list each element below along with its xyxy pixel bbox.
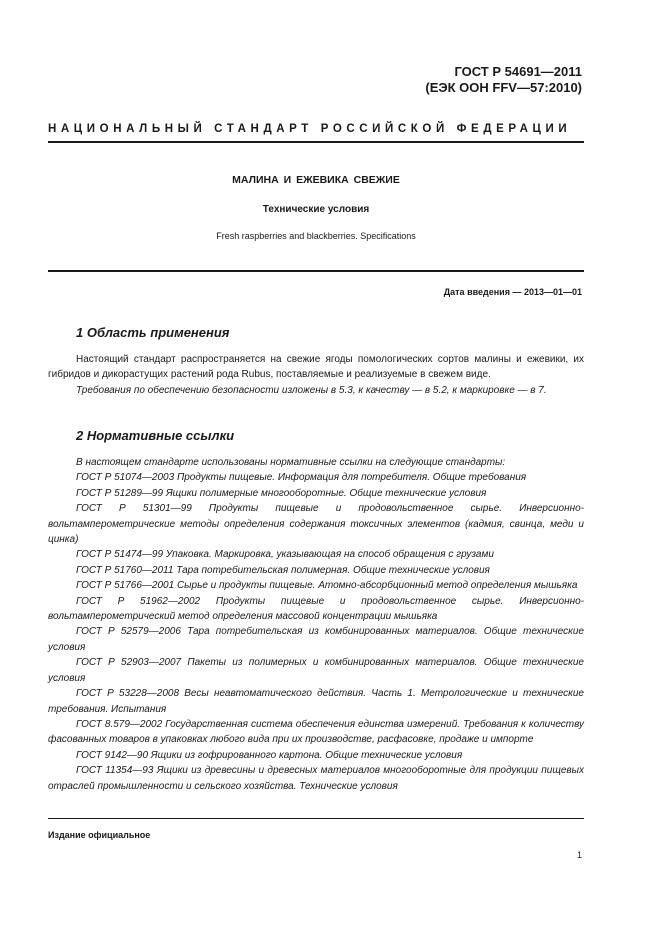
reference-item: ГОСТ Р 51289—99 Ящики полимерные многооборотные. Общие технические условия [76, 487, 487, 499]
gost-number: ГОСТ Р 54691—2011 [454, 64, 582, 79]
title-rule [48, 270, 584, 272]
reference-item: ГОСТ Р 52903—2007 Пакеты из полимерных и комбинированных материалов. Общие технические условия [48, 657, 584, 684]
reference-item: ГОСТ 8.579—2002 Государственная система обеспечения единства измерений. Требования к количеству фасованных товаров в упаковках любого вида при их производстве, расфасовке, продаже и импорте [48, 718, 584, 746]
document-title: МАЛИНА И ЕЖЕВИКА СВЕЖИЕ [232, 174, 400, 186]
reference-item: ГОСТ 9142—90 Ящики из гофрированного картона. Общие технические условия [76, 749, 463, 761]
normative-references [48, 455, 584, 794]
reference-item: ГОСТ Р 52579—2006 Тара потребительская из комбинированных материалов. Общие технические условия [48, 626, 584, 653]
official-edition-note: Издание официальное [48, 830, 151, 840]
section-1-body [48, 352, 584, 398]
reference-item: ГОСТ Р 53228—2008 Весы неавтоматического действия. Часть 1. Метрологические и технические требования. Испытания [48, 688, 584, 715]
reference-item: ГОСТ Р 51962—2002 Продукты пищевые и продовольственное сырье. Инверсионно-вольтамперометрический метод определения массовой концентрации мышьяка [48, 595, 584, 623]
reference-item: ГОСТ Р 51760—2011 Тара потребительская полимерная. Общие технические условия [76, 564, 490, 576]
introduction-date: Дата введения — 2013—01—01 [443, 287, 582, 297]
gost-equivalent: (ЕЭК ООН FFV—57:2010) [425, 80, 582, 95]
reference-item: ГОСТ Р 51074—2003 Продукты пищевые. Информация для потребителя. Общие требования [76, 472, 527, 484]
section-1-paragraph-1: Настоящий стандарт распространяется на свежие ягоды помологических сортов малины и ежевики, их гибридов и дикорастущих растений рода Rubus, поставляемые и реализуемые в свежем виде. [48, 354, 584, 381]
section-1-heading: 1 Область применения [76, 325, 230, 340]
english-title: Fresh raspberries and blackberries. Specifications [216, 231, 416, 241]
reference-item: ГОСТ 11354—93 Ящики из древесины и древесных материалов многооборотные для продукции пищевых отраслей промышленности и сельского хозяйства. Технические условия [48, 765, 584, 792]
page-number: 1 [576, 850, 582, 860]
section-1-paragraph-2: Требования по обеспечению безопасности изложены в 5.3, к качеству — в 5.2, к маркировке — в 7. [76, 384, 547, 396]
section-2-heading: 2 Нормативные ссылки [76, 428, 235, 443]
reference-item: ГОСТ Р 51301—99 Продукты пищевые и продовольственное сырье. Инверсионно-вольтамперометрические методы определения содержания токсичных элементов (кадмия, свинца, меди и цинка) [48, 503, 584, 546]
national-standard-banner: НАЦИОНАЛЬНЫЙ СТАНДАРТ РОССИЙСКОЙ ФЕДЕРАЦИИ [48, 123, 572, 135]
header-rule [48, 141, 584, 143]
reference-item: ГОСТ Р 51474—99 Упаковка. Маркировка, указывающая на способ обращения с грузами [76, 549, 494, 561]
document-subtitle: Технические условия [262, 204, 370, 215]
reference-item: ГОСТ Р 51766—2001 Сырье и продукты пищевые. Атомно-абсорбционный метод определения мышьяка [76, 580, 578, 592]
references-intro: В настоящем стандарте использованы нормативные ссылки на следующие стандарты: [76, 457, 506, 468]
gost-designation [425, 64, 582, 96]
footer-rule [48, 818, 584, 819]
